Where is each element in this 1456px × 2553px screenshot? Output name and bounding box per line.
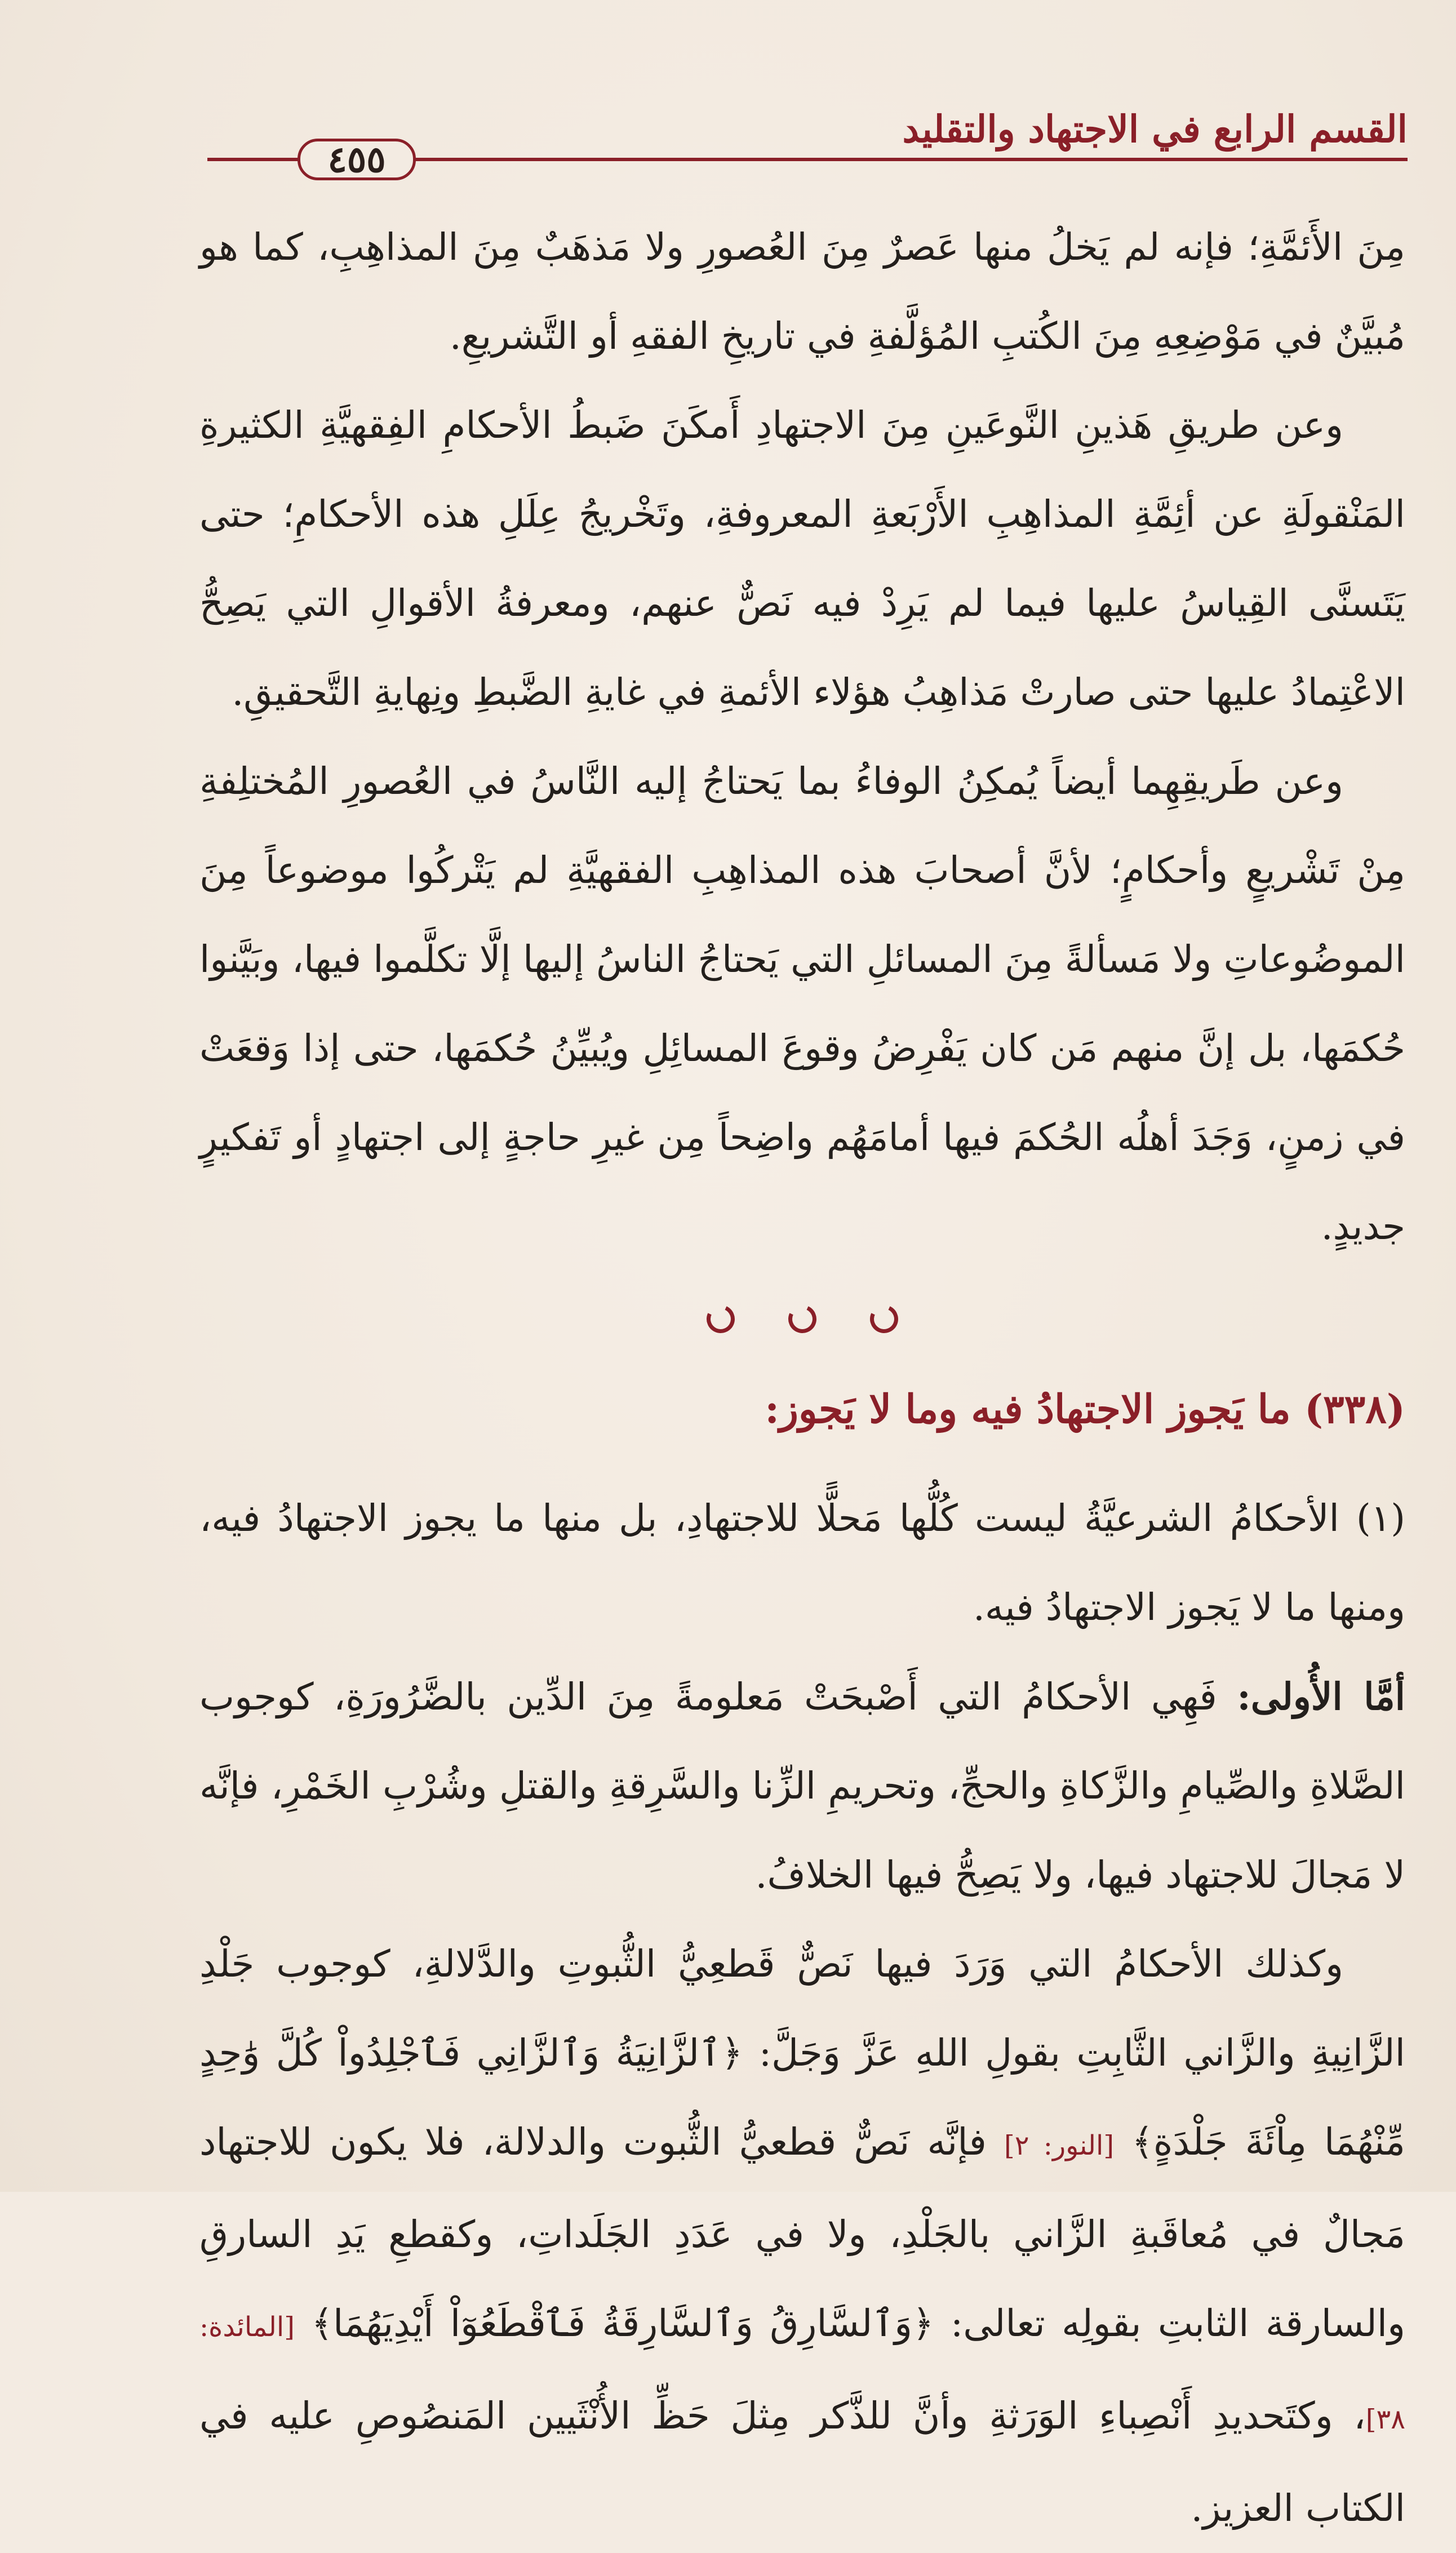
crescent-ornament-icon xyxy=(866,1301,902,1337)
paragraph-1: مِنَ الأَئمَّةِ؛ فإنه لم يَخلُ منها عَصرٌ مِنَ العُصورِ ولا مَذهَبٌ مِنَ المذاهِبِ، كما هو مُبيَّنٌ في مَوْضِعِهِ مِنَ الكُتبِ المُؤلَّفةِ في تاريخِ الفقهِ أو التَّشريعِ. xyxy=(199,225,1405,358)
paragraph-text: ، وكتَحديدِ أَنْصِباءِ الوَرَثةِ وأنَّ للذَّكر مِثلَ حَظِّ الأُنْثَيين المَنصُوصِ عليه في الكتاب العزيز. xyxy=(199,2394,1405,2530)
paragraph-3: وعن طَريقِهِما أيضاً يُمكِنُ الوفاءُ بما يَحتاجُ إليه النَّاسُ في العُصورِ المُختلِفةِ مِنْ تَشْريعٍ وأحكامٍ؛ لأنَّ أصحابَ هذه المذاهِبِ الفقهيَّةِ لم يَتْركُوا موضوعاً مِنَ الموضُوعاتِ ولا مَسألةً مِنَ المسائلِ التي يَحتاجُ الناسُ إليها إلَّا تكلَّموا فيها، وبَيَّنوا حُكمَها، بل إنَّ منهم مَن كان يَفْرِضُ وقوعَ المسائِلِ ويُبيِّنُ حُكمَها، حتى إذا وَقعَتْ في زمنٍ، وَجَدَ أهلُه الحُكمَ فيها أمامَهُم واضِحاً مِن غيرِ حاجةٍ إلى اجتهادٍ أو تَفكيرٍ جديدٍ. xyxy=(199,760,1405,1248)
section-paragraph-1: (١) الأحكامُ الشرعيَّةُ ليست كُلُّها مَحلًّا للاجتهادِ، بل منها ما يجوز الاجتهادُ فيه، ومنها ما لا يَجوز الاجتهادُ فيه. xyxy=(199,1497,1405,1629)
verse-reference: [المائدة: ٣٨] xyxy=(199,2311,1405,2435)
crescent-ornament-icon xyxy=(784,1301,820,1337)
page-number: ٤٥٥ xyxy=(298,139,416,180)
section-paragraph-2 xyxy=(199,1652,1405,1920)
quran-verse: ﴿وَٱلسَّارِقُ وَٱلسَّارِقَةُ فَٱقْطَعُوٓاْ أَيْدِيَهُمَا﴾ xyxy=(311,2302,934,2345)
verse-reference: [النور: ٢] xyxy=(1004,2130,1115,2161)
paragraph-text: فإنَّه نَصٌّ قطعيُّ الثُّبوت والدلالة، فلا يكون للاجتهاد مَجالٌ في مُعاقَبةِ الزَّاني بالجَلْدِ، ولا في عَدَدِ الجَلَداتِ، وكقطعِ يَدِ السارقِ والسارقة الثابتِ بقولِه تعالى: xyxy=(199,2120,1406,2345)
section-heading: (٣٣٨) ما يَجوز الاجتهادُ فيه وما لا يَجوز: xyxy=(765,1386,1405,1432)
paragraph-lead: أمَّا الأُولى: xyxy=(1237,1675,1406,1719)
paragraph-text: وكذلك الأحكامُ التي وَرَدَ فيها نَصٌّ قَطعِيُّ الثُّبوتِ والدَّلالةِ، كوجوب جَلْدِ الزَّانِيةِ والزَّاني الثَّابِتِ بقولِ اللهِ عَزَّ وَجَلَّ: xyxy=(199,1942,1405,2075)
section-divider xyxy=(199,1282,1405,1356)
quran-verse: ﴿ٱلزَّانِيَةُ وَٱلزَّانِي فَٱجْلِدُواْ كُلَّ وَٰحِدٍ مِّنْهُمَا مِاْئَةَ جَلْدَةٍ﴾ xyxy=(199,2031,1406,2164)
section-paragraph-3 xyxy=(199,1920,1405,2553)
running-header xyxy=(207,85,1408,181)
page-body xyxy=(199,203,1405,2553)
header-rule-left xyxy=(207,158,303,161)
running-title: القسم الرابع في الاجتهاد والتقليد xyxy=(902,107,1408,151)
paragraph-2: وعن طريقِ هَذينِ النَّوعَينِ مِنَ الاجتهادِ أَمكَنَ ضَبطُ الأحكامِ الفِقهيَّةِ الكثيرةِ المَنْقولَةِ عن أئِمَّةِ المذاهِبِ الأَرْبَعةِ المعروفةِ، وتَخْريجُ عِلَلِ هذه الأحكامِ؛ حتى يَتَسنَّى القِياسُ عليها فيما لم يَرِدْ فيه نَصٌّ عنهم، ومعرفةُ الأقوالِ التي يَصِحُّ الاعْتِمادُ عليها حتى صارتْ مَذاهِبُ هؤلاء الأئمةِ في غايةِ الضَّبطِ ونِهايةِ التَّحقيقِ. xyxy=(199,403,1405,714)
paragraph-text: فَهِي الأحكامُ التي أَصْبحَتْ مَعلومةً مِنَ الدِّين بالضَّرُورَةِ، كوجوب الصَّلاةِ والصِّيامِ والزَّكاةِ والحجِّ، وتحريمِ الزِّنا والسَّرِقةِ والقتلِ وشُرْبِ الخَمْرِ، فإنَّه لا مَجالَ للاجتهاد فيها، ولا يَصِحُّ فيها الخلافُ. xyxy=(199,1675,1405,1897)
crescent-ornament-icon xyxy=(703,1301,739,1337)
header-rule xyxy=(410,158,1408,161)
